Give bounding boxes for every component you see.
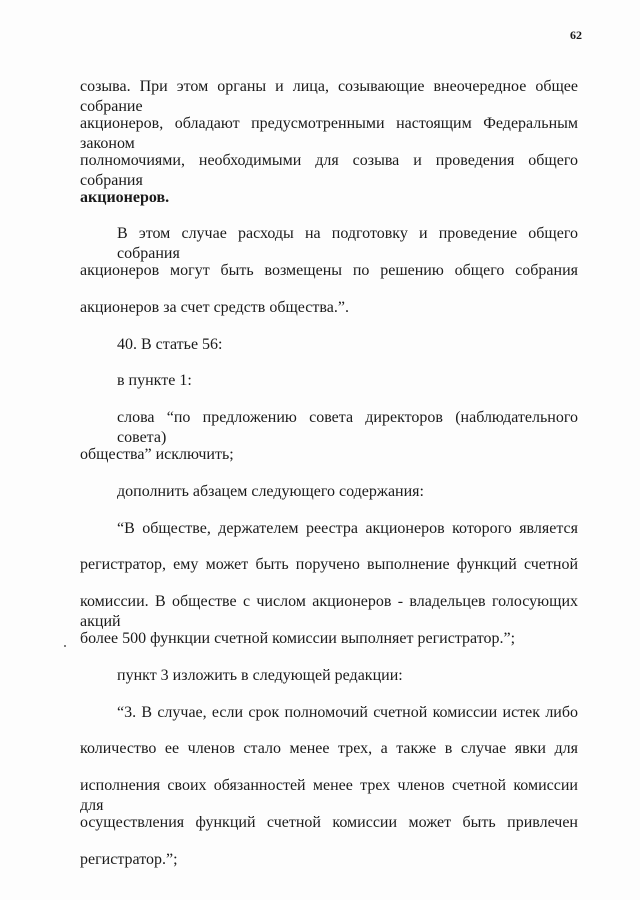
text-line-9: в пункте 1: (117, 372, 192, 389)
text-line-2: акционеров, обладают предусмотренными настоящим Федеральным законом (80, 115, 578, 152)
text-line-4: акционеров. (80, 189, 170, 206)
scan-artifact (64, 645, 66, 647)
text-line-7: акционеров за счет средств общества.”. (80, 299, 349, 316)
text-line-3: полномочиями, необходимыми для созыва и проведения общего собрания (80, 152, 578, 189)
text-line-12: дополнить абзацем следующего содержания: (117, 483, 424, 500)
text-line-21: осуществления функций счетной комиссии может быть привлечен (80, 814, 578, 831)
text-line-13: “В обществе, держателем реестра акционеров которого является (117, 520, 578, 537)
text-line-16: более 500 функции счетной комиссии выполняет регистратор.”; (80, 630, 516, 647)
text-line-5: В этом случае расходы на подготовку и проведение общего собрания (117, 225, 578, 262)
text-line-8: 40. В статье 56: (117, 336, 223, 353)
page-number: 62 (570, 28, 582, 42)
text-line-20: исполнения своих обязанностей менее трех членов счетной комиссии для (80, 777, 578, 814)
text-line-18: “3. В случае, если срок полномочий счетной комиссии истек либо (117, 704, 578, 721)
text-line-17: пункт 3 изложить в следующей редакции: (117, 667, 403, 684)
text-line-10: слова “по предложению совета директоров (наблюдательного совета) (117, 409, 578, 446)
text-line-6: акционеров могут быть возмещены по решению общего собрания (80, 262, 578, 279)
text-line-11: общества” исключить; (80, 446, 234, 463)
text-line-15: комиссии. В обществе с числом акционеров - владельцев голосующих акций (80, 593, 578, 630)
text-line-1: созыва. При этом органы и лица, созывающие внеочередное общее собрание (80, 78, 578, 115)
text-line-14: регистратор, ему может быть поручено выполнение функций счетной (80, 556, 578, 573)
text-line-22: регистратор.”; (80, 851, 178, 868)
text-line-19: количество ее членов стало менее трех, а также в случае явки для (80, 740, 578, 757)
